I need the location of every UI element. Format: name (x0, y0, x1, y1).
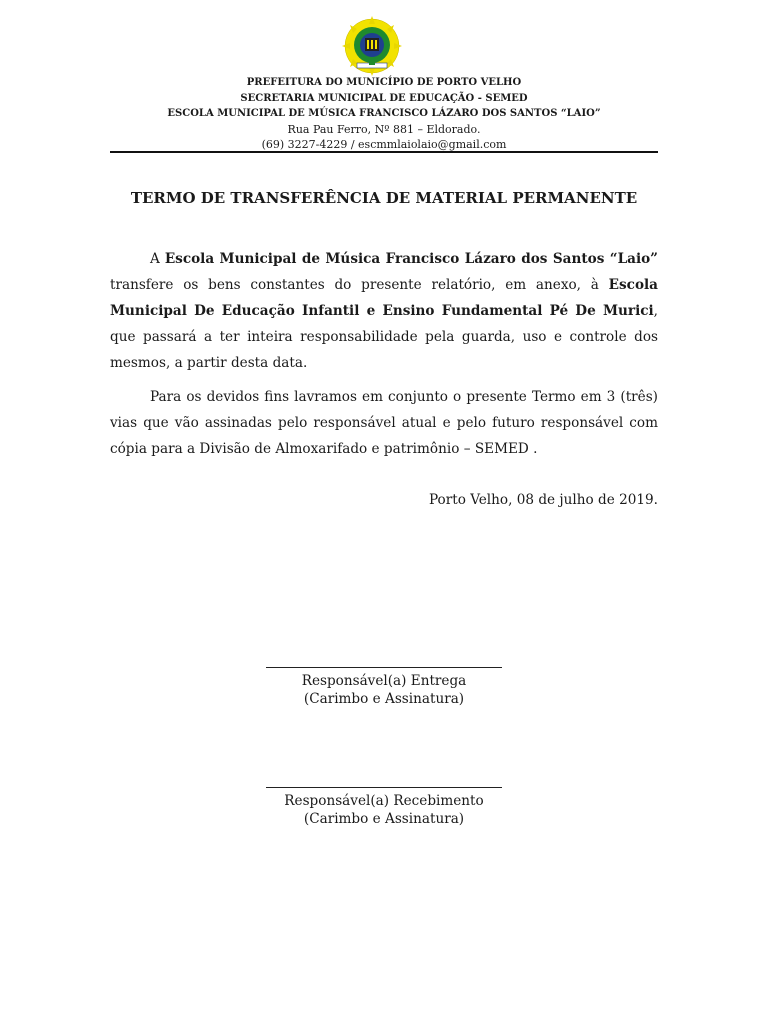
destination-school: Escola Municipal De Educação Infantil e Ensino Fundamental Pé De Murici (110, 277, 658, 319)
signature-role: Responsável(a) Recebimento (284, 793, 484, 809)
signature-line (266, 787, 502, 788)
letterhead (110, 75, 658, 152)
prefecture-name: PREFEITURA DO MUNICÍPIO DE PORTO VELHO (246, 77, 522, 88)
text-run: transfere os bens constantes do presente relatório, em anexo, à (110, 277, 609, 293)
text-run: A (150, 251, 165, 267)
secretariat-name: SECRETARIA MUNICIPAL DE EDUCAÇÃO - SEMED (240, 92, 528, 104)
document-title: TERMO DE TRANSFERÊNCIA DE MATERIAL PERMANENTE (130, 189, 638, 207)
school-logo (340, 16, 404, 76)
text-run: , que passará a ter inteira responsabilidade pela guarda, uso e controle dos mesmos, a partir desta data. (110, 303, 658, 371)
signature-note: (Carimbo e Assinatura) (303, 811, 465, 827)
paragraph-transfer (110, 246, 658, 376)
origin-school: Escola Municipal de Música Francisco Lázaro dos Santos “Laio” (164, 251, 659, 267)
document-body (110, 246, 658, 462)
signature-note: (Carimbo e Assinatura) (303, 691, 465, 707)
paragraph-copies: Para os devidos fins lavramos em conjunto o presente Termo em 3 (três) vias que vão assinadas pelo responsável atual e pelo futuro responsável com cópia para a Divisão de Almoxarifado e patrimônio – SEMED . (110, 389, 658, 457)
school-address: Rua Pau Ferro, Nº 881 – Eldorado. (287, 122, 481, 136)
signature-line (266, 667, 502, 668)
document-date: Porto Velho, 08 de julho de 2019. (428, 492, 658, 508)
header-divider (110, 151, 658, 153)
school-name: ESCOLA MUNICIPAL DE MÚSICA FRANCISCO LÁZARO DOS SANTOS “LAIO” (167, 108, 601, 119)
signature-role: Responsável(a) Entrega (301, 673, 467, 689)
signature-block-delivery (250, 667, 518, 708)
school-contact: (69) 3227-4229 / escmmlaiolaio@gmail.com (261, 137, 507, 151)
signature-block-receipt (250, 787, 518, 828)
